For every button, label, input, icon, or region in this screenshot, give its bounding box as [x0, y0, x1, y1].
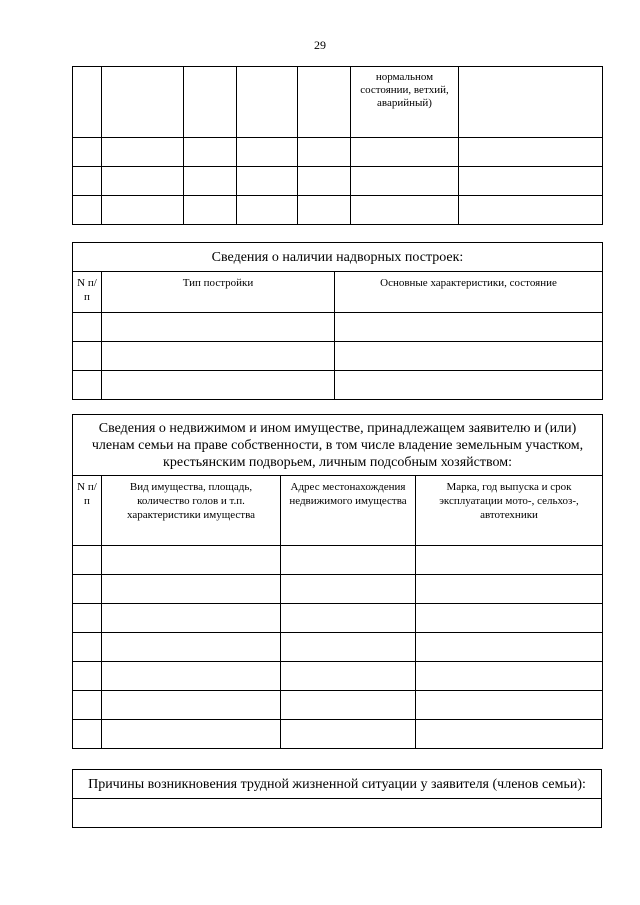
condition-header-cell: нормальном состоянии, ветхий, аварийный)	[351, 67, 459, 138]
column-header-property-type: Вид имущества, площадь, количество голов и т.п. характеристики имущества	[102, 476, 281, 546]
column-header-address: Адрес местонахождения недвижимого имущества	[281, 476, 416, 546]
reasons-table	[72, 769, 602, 828]
property-table	[72, 414, 603, 749]
table-row[interactable]	[73, 342, 603, 371]
table-row[interactable]	[73, 662, 603, 691]
table-row[interactable]	[73, 604, 603, 633]
outbuildings-table	[72, 242, 603, 400]
table-row[interactable]	[73, 720, 603, 749]
reasons-title: Причины возникновения трудной жизненной ситуации у заявителя (членов семьи):	[73, 770, 602, 799]
table-header-row	[73, 67, 603, 138]
page-number: 29	[314, 38, 326, 52]
column-header-number: N п/п	[73, 272, 102, 313]
table-row[interactable]	[73, 313, 603, 342]
table-row[interactable]	[73, 167, 603, 196]
reasons-answer-row[interactable]	[73, 799, 602, 828]
table-row[interactable]	[73, 138, 603, 167]
property-title: Сведения о недвижимом и ином имуществе, принадлежащем заявителю и (или) членам семьи на праве собственности, в том числе владение земельным участком, крестьянским подворьем, личным подсобным хозяйством:	[73, 415, 603, 476]
table-row[interactable]	[73, 575, 603, 604]
outbuildings-title: Сведения о наличии надворных построек:	[73, 243, 603, 272]
table-row[interactable]	[73, 546, 603, 575]
table-row[interactable]	[73, 691, 603, 720]
table-row[interactable]	[73, 633, 603, 662]
table-row[interactable]	[73, 371, 603, 400]
table-row[interactable]	[73, 196, 603, 225]
column-header-number: N п/п	[73, 476, 102, 546]
continuation-table	[72, 66, 603, 225]
column-header-characteristics: Основные характеристики, состояние	[335, 272, 603, 313]
column-header-vehicles: Марка, год выпуска и срок эксплуатации мото-, сельхоз-, автотехники	[416, 476, 603, 546]
column-header-building-type: Тип постройки	[102, 272, 335, 313]
